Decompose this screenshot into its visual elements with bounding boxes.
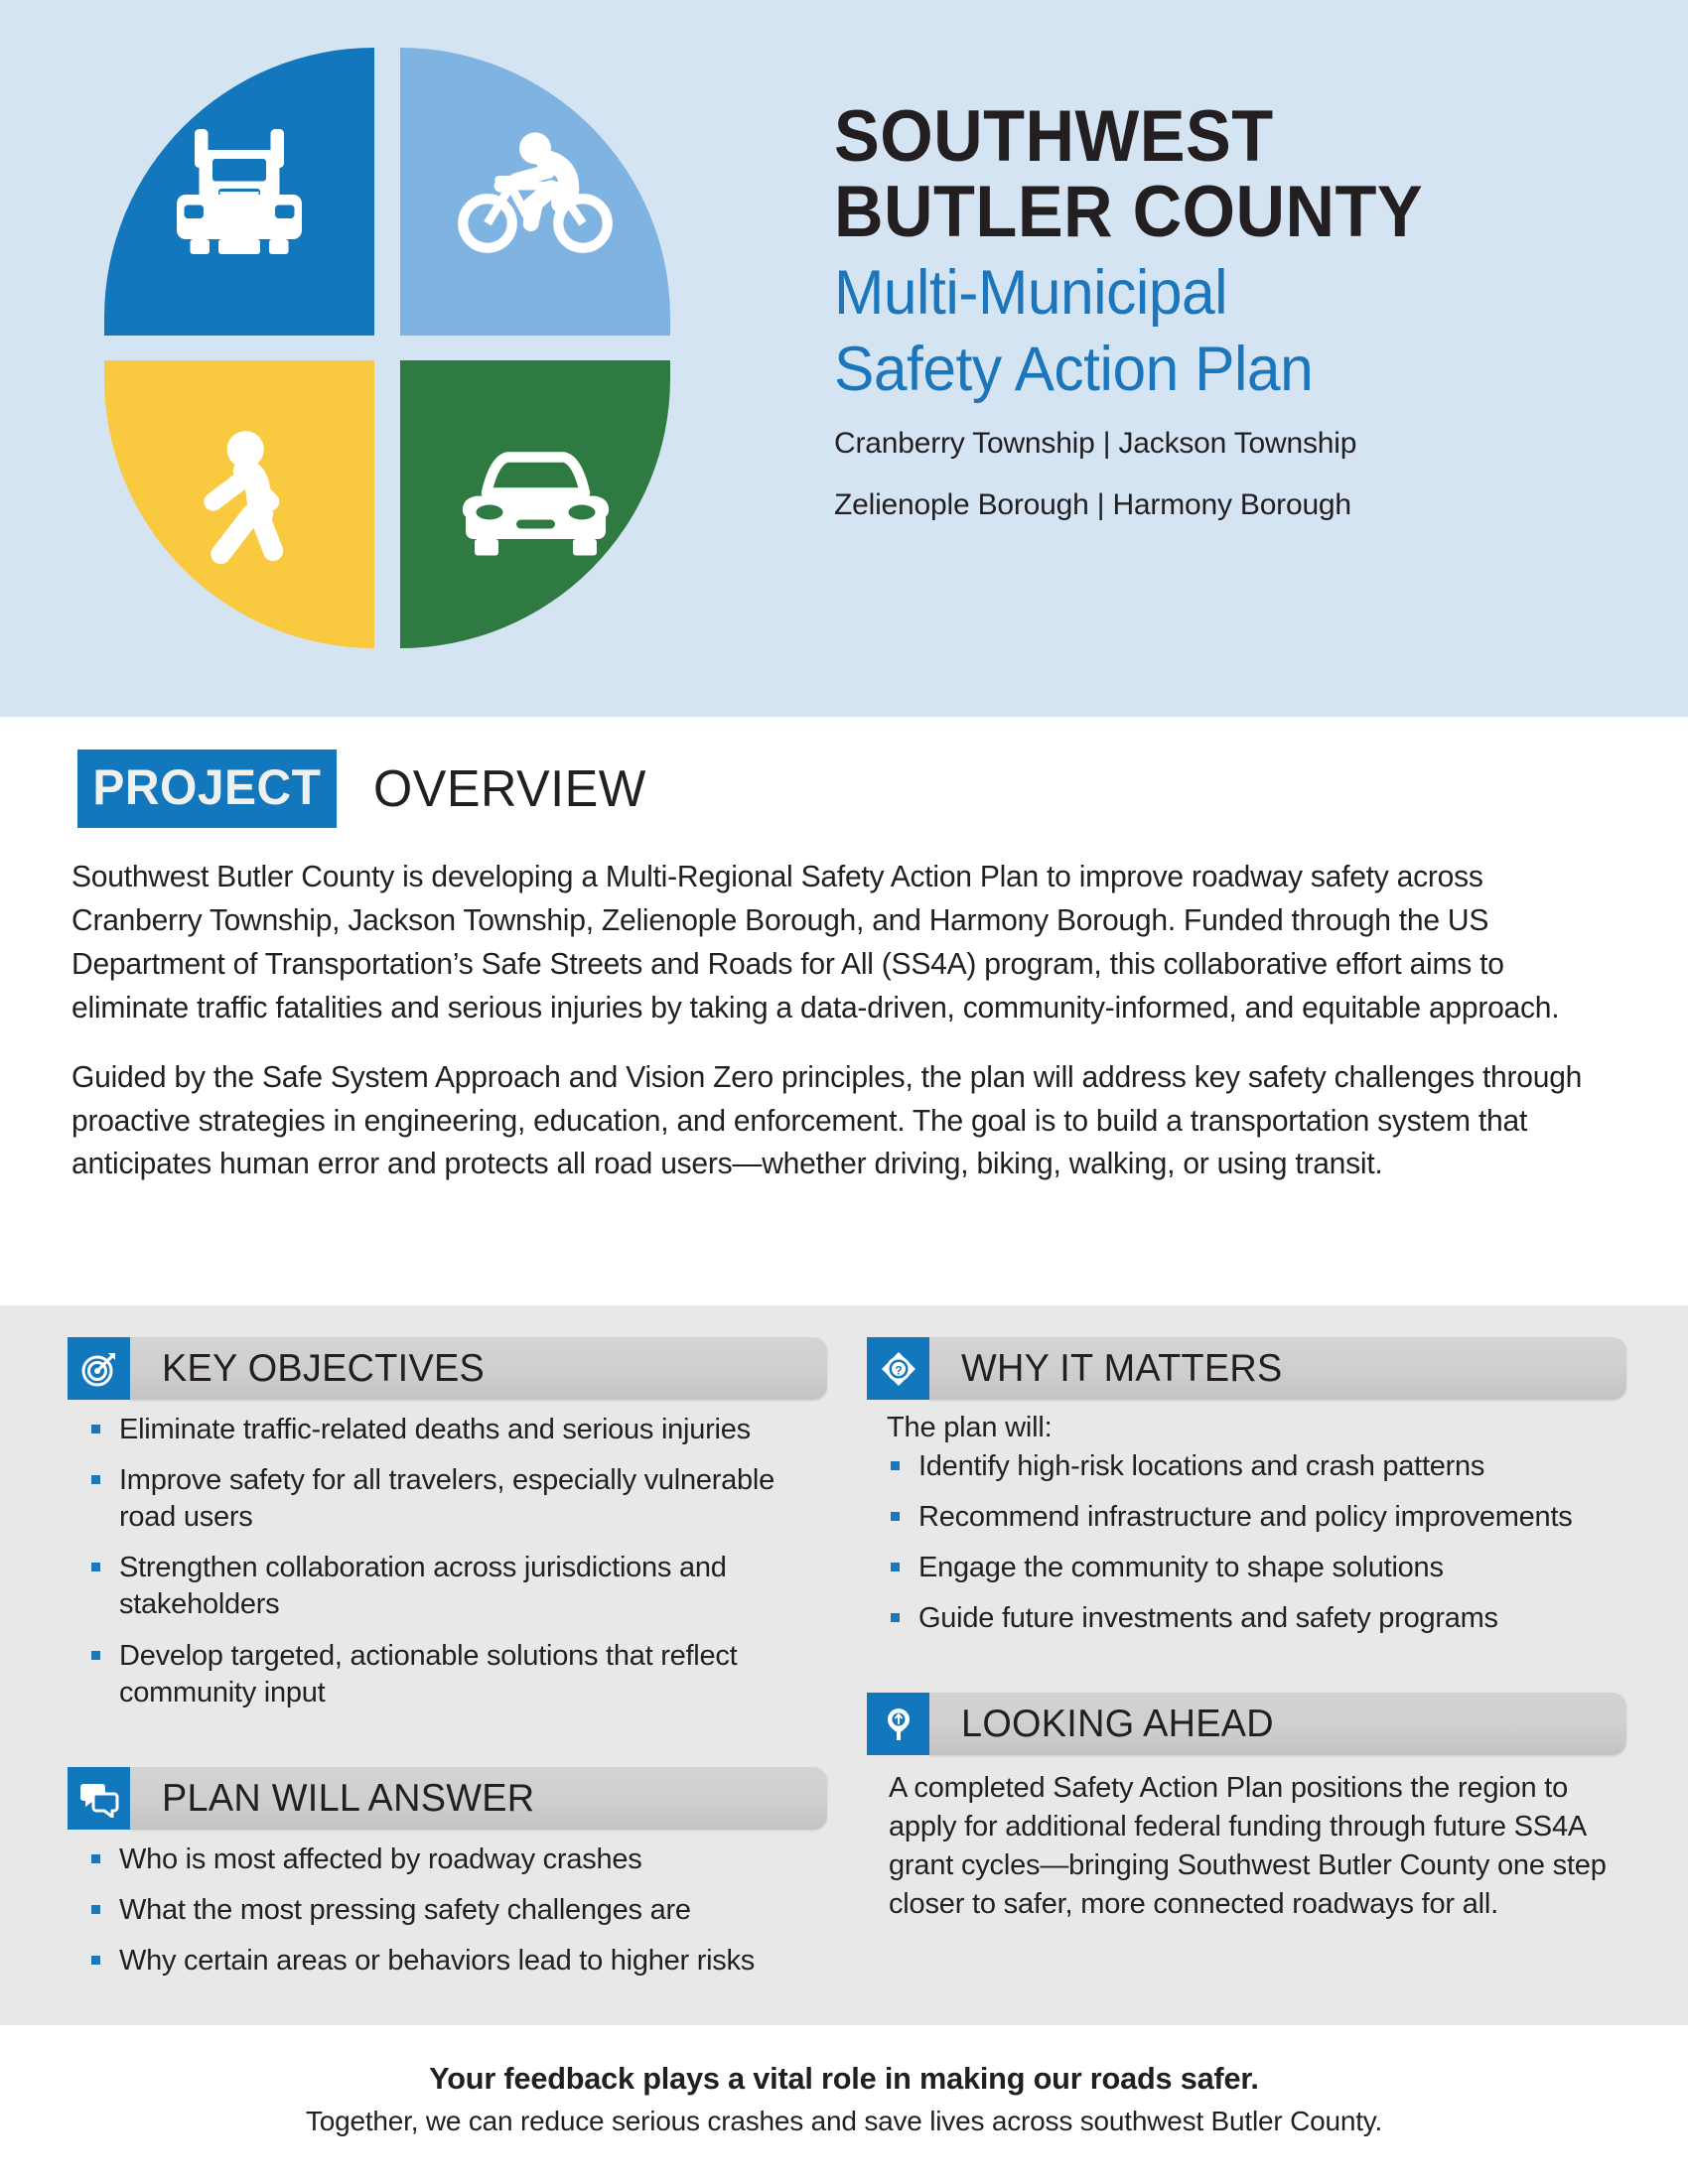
- pedestrian-icon: [175, 428, 304, 582]
- overview-paragraph-2: Guided by the Safe System Approach and Vision Zero principles, the plan will address key safety challenges through proactive strategies in engineering, education, and enforcement. The goal is to build a transportation system that anticipates human error and protects all road users—whether driving, biking, walking, or using transit.: [71, 1059, 1583, 1181]
- why-it-matters-lead: The plan will:: [887, 1412, 1053, 1443]
- card-title-bar: [929, 1693, 1626, 1755]
- header-title-block: [834, 96, 1628, 525]
- overview-tag: PROJECT: [77, 750, 337, 828]
- card-title-bar: [130, 1767, 827, 1830]
- overview-word: OVERVIEW: [372, 759, 646, 818]
- cards-column-left: [68, 1337, 827, 1993]
- card-title: PLAN WILL ANSWER: [162, 1776, 535, 1820]
- page-subtitle-line2: Safety Action Plan: [834, 334, 1314, 404]
- overview-paragraph-1: Southwest Butler County is developing a Multi-Regional Safety Action Plan to improve roadway safety across Cranberry Township, Jackson Township, Zelienople Borough, and Harmony Borough. Funded through the US Department of Transportation’s Safe Streets and Roads for All (SS4A) program, this collaborative effort aims to eliminate traffic fatalities and serious injuries by taking a data-driven, community-informed, and equitable approach.: [71, 860, 1560, 1024]
- card-body: [867, 1769, 1626, 1923]
- list-item: Improve safety for all travelers, especially vulnerable road users: [71, 1462, 827, 1536]
- card-why-it-matters: [867, 1337, 1626, 1637]
- card-header: [867, 1337, 1626, 1400]
- list-item: Strengthen collaboration across jurisdictions and stakeholders: [71, 1550, 827, 1623]
- card-title: LOOKING AHEAD: [961, 1703, 1274, 1746]
- list-item: Engage the community to shape solutions: [871, 1550, 1626, 1586]
- truck-icon: [165, 117, 314, 266]
- list-item: Eliminate traffic-related deaths and serious injuries: [71, 1412, 827, 1448]
- footer-line-1: Your feedback plays a vital role in making our roads safer.: [429, 2061, 1259, 2096]
- bicycle-icon: [456, 117, 615, 266]
- card-body: [867, 1412, 1626, 1637]
- card-title: KEY OBJECTIVES: [162, 1347, 486, 1390]
- logo-quadrant-truck: [104, 48, 374, 336]
- logo-quadrant-car: [400, 360, 670, 648]
- card-body: [68, 1412, 827, 1711]
- card-spacer: [867, 1651, 1626, 1693]
- footer-section: [0, 2025, 1688, 2184]
- speech-bubbles-icon: [68, 1767, 130, 1830]
- list-item: Why certain areas or behaviors lead to higher risks: [71, 1943, 827, 1979]
- list-item: Recommend infrastructure and policy improvements: [871, 1499, 1626, 1536]
- overview-heading: [77, 750, 654, 828]
- card-title-bar: [929, 1337, 1626, 1400]
- header-banner: [0, 0, 1688, 717]
- card-key-objectives: [68, 1337, 827, 1711]
- list-item: What the most pressing safety challenges are: [71, 1892, 827, 1929]
- footer-line-2: Together, we can reduce serious crashes and save lives across southwest Butler County.: [305, 2106, 1383, 2136]
- plan-will-answer-list: [71, 1842, 827, 1979]
- card-body: [68, 1842, 827, 1979]
- target-icon: [68, 1337, 130, 1400]
- overview-body: [71, 856, 1620, 1212]
- map-pin-icon: [867, 1693, 929, 1755]
- list-item: Identify high-risk locations and crash patterns: [871, 1448, 1626, 1485]
- card-title: WHY IT MATTERS: [961, 1347, 1283, 1390]
- key-objectives-list: [71, 1412, 827, 1711]
- card-header: [867, 1693, 1626, 1755]
- card-spacer: [68, 1725, 827, 1767]
- page-title-line1: SOUTHWEST: [834, 96, 1274, 177]
- page-subtitle-line1: Multi-Municipal: [834, 257, 1228, 328]
- project-logo: [104, 48, 670, 648]
- highlights-section: [0, 1305, 1688, 2025]
- why-it-matters-list: [871, 1448, 1626, 1637]
- car-icon: [454, 443, 618, 567]
- list-item: Develop targeted, actionable solutions that reflect community input: [71, 1638, 827, 1711]
- list-item: Who is most affected by roadway crashes: [71, 1842, 827, 1878]
- card-header: [68, 1767, 827, 1830]
- svg-text:?: ?: [894, 1363, 903, 1377]
- card-looking-ahead: [867, 1693, 1626, 1923]
- logo-quadrant-pedestrian: [104, 360, 374, 648]
- cards-column-right: [867, 1337, 1626, 1924]
- question-target-icon: [867, 1337, 929, 1400]
- card-plan-will-answer: [68, 1767, 827, 1979]
- card-title-bar: [130, 1337, 827, 1400]
- looking-ahead-paragraph: A completed Safety Action Plan positions the region to apply for additional federal funding through future SS4A grant cycles—bringing Southwest Butler County one step closer to safer, more connected roadways for all.: [889, 1772, 1607, 1921]
- page-title-line2: BUTLER COUNTY: [834, 171, 1424, 252]
- municipalities-line2: Zelienople Borough | Harmony Borough: [834, 488, 1351, 522]
- municipalities-line1: Cranberry Township | Jackson Township: [834, 427, 1357, 461]
- logo-quadrant-bicycle: [400, 48, 670, 336]
- list-item: Guide future investments and safety programs: [871, 1600, 1626, 1637]
- card-header: [68, 1337, 827, 1400]
- project-overview-section: [0, 717, 1688, 1305]
